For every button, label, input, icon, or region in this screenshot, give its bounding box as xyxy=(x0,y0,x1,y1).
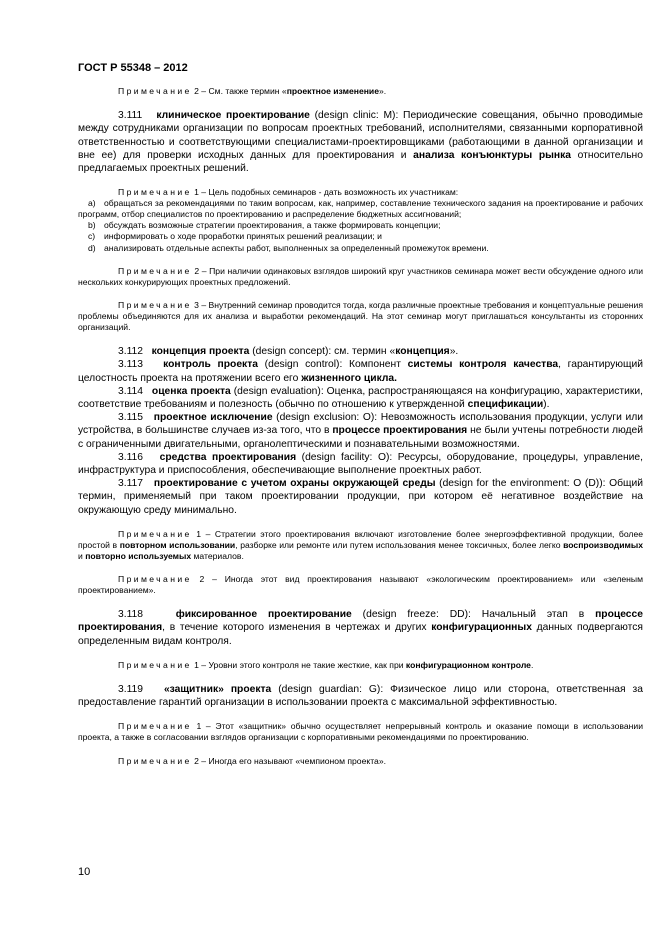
term-3-119: 3.119 «защитник» проекта (design guardian: G): Физическое лицо или сторона, ответственная за предоставление гарантий организации в использовании проекта с максимальной эффективностью. xyxy=(78,683,643,709)
note: Примечание 1 – Уровни этого контроля не такие жесткие, как при конфигурационном контроле. xyxy=(118,659,534,670)
term-3-112: 3.112 концепция проекта (design concept): см. термин «концепция». xyxy=(118,346,459,358)
term-3-111: 3.111 клиническое проектирование (design clinic: M): Периодические совещания, обычно проводимые между сотрудниками организации по вопросам проектных требований, исполнителями, связанными корпоративной ответственностью и соответствующими специалистами-проектировщиками (работающими в данной организации и вне ее) для проверки исходных данных для проектирования и анализа конъюнктуры рынка относительно предлагаемых проектных решений. xyxy=(78,110,643,174)
document-body xyxy=(78,86,643,767)
list-item: d) анализировать отдельные аспекты работ, выполненных за определенный промежуток времени. xyxy=(88,242,489,253)
term-3-117: 3.117 проектирование с учетом охраны окружающей среды (design for the environment: O (D)): Общий термин, применяемый при таком проектировании продукции, при котором её негативное воздействие на окружающую среду минимально. xyxy=(78,478,643,516)
list-item: b) обсуждать возможные стратегии проектирования, а также формировать концепции; xyxy=(88,220,441,231)
term-3-118: 3.118 фиксированное проектирование (design freeze: DD): Начальный этап в процессе проектирования, в течение которого изменения в чертежах и других конфигурационных данных подвергаются определенным видам контроля. xyxy=(78,609,643,647)
term-3-116: 3.116 средства проектирования (design facility: O): Ресурсы, оборудование, процедуры, управление, инфраструктура и приспособления, обеспечивающие выполнение проектных работ. xyxy=(78,451,643,476)
term-3-113: 3.113 контроль проекта (design control): Компонент системы контроля качества, гарантирующий целостность проекта на протяжении всего его жизненного цикла. xyxy=(78,359,644,384)
list-item: a) обращаться за рекомендациями по таким вопросам, как, например, составление технического задания на проектирование и рабочих программ, отбор специалистов по проектированию и распределение бюджетных ассигнований; xyxy=(78,198,643,220)
document-header: ГОСТ Р 55348 – 2012 xyxy=(78,62,188,74)
note: Примечание 2 – См. также термин «проектное изменение». xyxy=(118,86,387,96)
note: Примечание 1 – Стратегии этого проектирования включают изготовление более энергоэффективной продукции, более простой в повторном использовании, разборке или ремонте или путем использования менее токсичных, более легко воспроизводимых и повторно используемых материалов. xyxy=(78,528,643,561)
note: Примечание 2 – Иногда его называют «чемпионом проекта». xyxy=(118,755,387,766)
note: Примечание 1 – Этот «защитник» обычно осуществляет непрерывный контроль и оказание помощи в использовании проекта, а также в согласовании взглядов организации с корпоративными рекомендациями по проектированию. xyxy=(78,721,643,743)
term-3-115: 3.115 проектное исключение (design exclusion: O): Невозможность использования продукции, услуги или устройства, в большинстве случаев из-за того, что в процессе проектирования не были учтены потребности людей с ограниченными двигательными, органолептическими и познавательными возможностями. xyxy=(78,412,643,450)
note: Примечание 2 – Иногда этот вид проектирования называют «экологическим проектированием» или «зеленым проектированием». xyxy=(78,574,644,596)
note: Примечание 3 – Внутренний семинар проводится тогда, когда различные проектные требования и концептуальные решения проблемы объединяются для их анализа и выработки рекомендаций. На этот семинар могут приглашаться консультанты из сторонних организаций. xyxy=(78,299,643,333)
note: Примечание 1 – Цель подобных семинаров - дать возможность их участникам: xyxy=(118,187,459,198)
list-item: c) информировать о ходе проработки принятых решений реализации; и xyxy=(88,231,382,242)
purpose-list xyxy=(78,198,643,253)
note: Примечание 2 – При наличии одинаковых взглядов широкий круг участников семинара может вести обсуждение одного или нескольких конкурирующих проектных предложений. xyxy=(78,265,644,287)
term-3-114: 3.114 оценка проекта (design evaluation): Оценка, распространяющаяся на конфигурацию, характеристики, соответствие требованиям и полезность (обычно по отношению к утвержденной спецификации). xyxy=(78,385,643,410)
page-number: 10 xyxy=(78,866,91,878)
